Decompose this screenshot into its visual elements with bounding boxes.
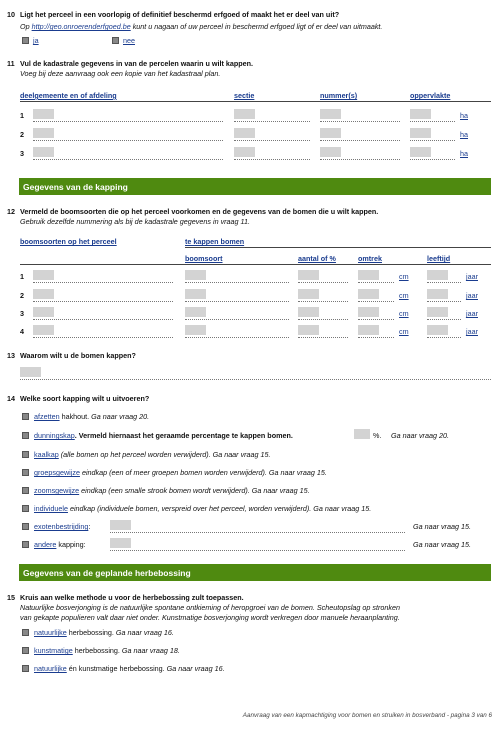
q12-row1-boomsoorten-field[interactable] <box>33 270 54 280</box>
q12-row1-boomsoort-field[interactable] <box>185 270 206 280</box>
q15-option-checkbox[interactable] <box>22 665 29 672</box>
q12-row3-line <box>358 319 394 320</box>
q12-header-rule <box>20 264 491 265</box>
q12-row1-cm: cm <box>399 272 409 281</box>
q14-exoten-field[interactable] <box>110 520 131 530</box>
q12-row4-line <box>185 337 289 338</box>
q11-row3-deelgemeente-field[interactable] <box>33 147 54 157</box>
q12-row4-line <box>427 337 461 338</box>
q11-row1-nummer-field[interactable] <box>320 109 341 119</box>
q14-option-checkbox[interactable] <box>22 505 29 512</box>
section-header-kapping: Gegevens van de kapping <box>19 178 491 195</box>
q14-option-kaalkap: kaalkap (alle bomen op het perceel worden verwijderd). Ga naar vraag 15. <box>34 450 271 459</box>
q12-row1-line <box>33 282 173 283</box>
q12-row1-aantal-field[interactable] <box>298 270 319 280</box>
q12-row1-line <box>298 282 348 283</box>
q12-row4-line <box>358 337 394 338</box>
q11-header-oppervlakte: oppervlakte <box>410 91 451 100</box>
q11-row3-unit: ha <box>460 149 468 158</box>
q12-row1-jaar: jaar <box>466 272 478 281</box>
q10-nee-checkbox[interactable] <box>112 37 119 44</box>
q14-percentage-field[interactable] <box>354 429 370 439</box>
q15-option-kunstmatige: kunstmatige herbebossing. Ga naar vraag 18. <box>34 646 180 655</box>
q11-title: Vul de kadastrale gegevens in van de percelen waarin u wilt kappen. <box>20 59 254 68</box>
q11-row2-unit: ha <box>460 130 468 139</box>
q15-title: Kruis aan welke methode u voor de herbebossing zult toepassen. <box>20 593 244 602</box>
q15-note-line1: Natuurlijke bosverjonging is de natuurlijke spontane ontkieming of heropgroei van de bomen. Scheutopslag op stronken <box>20 603 400 612</box>
q12-row3-line <box>427 319 461 320</box>
q11-row1-oppervlakte-field[interactable] <box>410 109 431 119</box>
q13-reason-field[interactable] <box>20 367 41 377</box>
q15-option-beide: natuurlijke én kunstmatige herbebossing. Ga naar vraag 16. <box>34 664 225 673</box>
page-footer: Aanvraag van een kapmachtiging voor bomen en struiken in bosverband - pagina 3 van 6 <box>242 712 492 719</box>
q12-row2-boomsoorten-field[interactable] <box>33 289 54 299</box>
q11-row2-sectie-field[interactable] <box>234 128 255 138</box>
q10-number: 10 <box>7 10 15 19</box>
q11-row1-sectie-field[interactable] <box>234 109 255 119</box>
q12-row4-boomsoort-field[interactable] <box>185 325 206 335</box>
q11-row2-deelgemeente-field[interactable] <box>33 128 54 138</box>
q10-nee-label: nee <box>123 36 135 45</box>
q11-row3-sectie-field[interactable] <box>234 147 255 157</box>
q11-row1-unit: ha <box>460 111 468 120</box>
q12-row4-aantal-field[interactable] <box>298 325 319 335</box>
q12-row2-leeftijd-field[interactable] <box>427 289 448 299</box>
q11-row2-oppervlakte-field[interactable] <box>410 128 431 138</box>
q12-row1-leeftijd-field[interactable] <box>427 270 448 280</box>
q14-percent-sign: %. <box>373 431 382 440</box>
q14-option-checkbox[interactable] <box>22 451 29 458</box>
q10-link[interactable]: http://geo.onroerenderfgoed.be <box>31 22 131 31</box>
q12-row3-omtrek-field[interactable] <box>358 307 379 317</box>
q14-option-exotenbestrijding: exotenbestrijding: <box>34 522 91 531</box>
q12-row2-line <box>358 301 394 302</box>
q11-row1-deelgemeente-field[interactable] <box>33 109 54 119</box>
q14-title: Welke soort kapping wilt u uitvoeren? <box>20 394 150 403</box>
q14-option-checkbox[interactable] <box>22 469 29 476</box>
q12-header-leeftijd: leeftijd <box>427 254 451 263</box>
q13-reason-line <box>20 379 491 380</box>
q14-option-checkbox[interactable] <box>22 523 29 530</box>
q12-row2-line <box>33 301 173 302</box>
q11-row2-nummer-field[interactable] <box>320 128 341 138</box>
q12-row3-line <box>298 319 348 320</box>
q12-row1-line <box>427 282 461 283</box>
q15-number: 15 <box>7 593 15 602</box>
q12-header-aantal: aantal of % <box>298 254 336 263</box>
q10-title: Ligt het perceel in een voorlopig of definitief beschermd erfgoed of maakt het er deel van uit? <box>20 10 340 19</box>
q11-row3-sectie-line <box>234 159 310 160</box>
q14-option-groepsgewijze: groepsgewijze eindkap (een of meer groepen bomen worden verwijderd). Ga naar vraag 15. <box>34 468 327 477</box>
q11-row3-oppervlakte-line <box>410 159 455 160</box>
q10-note <box>20 22 382 31</box>
q14-option-checkbox[interactable] <box>22 432 29 439</box>
q11-row-number: 1 <box>20 111 24 120</box>
q14-option-checkbox[interactable] <box>22 413 29 420</box>
q11-row1-deelgemeente-line <box>33 121 223 122</box>
q14-exoten-line <box>110 532 405 533</box>
q12-row-number: 2 <box>20 291 24 300</box>
q12-row-number: 1 <box>20 272 24 281</box>
q12-row-number: 3 <box>20 309 24 318</box>
q14-option-afzetten: afzetten hakhout. Ga naar vraag 20. <box>34 412 150 421</box>
q11-row2-nummer-line <box>320 140 400 141</box>
q12-note: Gebruik dezelfde nummering als bij de kadastrale gegevens in vraag 11. <box>20 217 250 226</box>
q12-header-omtrek: omtrek <box>358 254 382 263</box>
q12-row4-cm: cm <box>399 327 409 336</box>
q15-note-line2: van gekapte populieren valt daar niet onder. Kunstmatige bosverjonging wordt verkregen door manuele heraanplanting. <box>20 613 400 622</box>
q14-option-checkbox[interactable] <box>22 541 29 548</box>
q15-option-natuurlijke: natuurlijke herbebossing. Ga naar vraag 16. <box>34 628 174 637</box>
q13-title: Waarom wilt u de bomen kappen? <box>20 351 136 360</box>
section-header-herbebossing: Gegevens van de geplande herbebossing <box>19 564 491 581</box>
q12-row4-line <box>33 337 173 338</box>
q12-row2-line <box>427 301 461 302</box>
q12-row3-line <box>185 319 289 320</box>
q11-header-rule <box>20 101 491 102</box>
q11-row3-deelgemeente-line <box>33 159 223 160</box>
q12-row3-jaar: jaar <box>466 309 478 318</box>
q11-note: Voeg bij deze aanvraag ook een kopie van het kadastraal plan. <box>20 69 221 78</box>
q12-row4-leeftijd-field[interactable] <box>427 325 448 335</box>
q12-row2-aantal-field[interactable] <box>298 289 319 299</box>
q12-row2-jaar: jaar <box>466 291 478 300</box>
q12-row2-line <box>298 301 348 302</box>
q11-row1-sectie-line <box>234 121 310 122</box>
q10-note-suffix: kunt u nagaan of uw perceel in beschermd erfgoed ligt of er deel van uitmaakt. <box>130 22 383 31</box>
q12-header-boomsoort: boomsoort <box>185 254 223 263</box>
q12-row2-cm: cm <box>399 291 409 300</box>
q11-number: 11 <box>7 59 15 68</box>
q11-row2-deelgemeente-line <box>33 140 223 141</box>
q12-row3-leeftijd-field[interactable] <box>427 307 448 317</box>
q15-option-checkbox[interactable] <box>22 629 29 636</box>
q12-group-rule <box>185 247 491 248</box>
q15-option-checkbox[interactable] <box>22 647 29 654</box>
q14-option-zoomsgewijze: zoomsgewijze eindkap (een smalle strook bomen wordt verwijderd). Ga naar vraag 15. <box>34 486 310 495</box>
q12-row4-omtrek-field[interactable] <box>358 325 379 335</box>
q12-row3-line <box>33 319 173 320</box>
q12-header-boomsoorten: boomsoorten op het perceel <box>20 237 117 246</box>
q12-row2-boomsoort-field[interactable] <box>185 289 206 299</box>
q12-number: 12 <box>7 207 15 216</box>
q14-option-checkbox[interactable] <box>22 487 29 494</box>
q11-row-number: 2 <box>20 130 24 139</box>
q14-option-dunningskap: dunningskap. Vermeld hiernaast het geraamde percentage te kappen bomen. <box>34 431 293 440</box>
q11-header-nummers: nummer(s) <box>320 91 358 100</box>
q14-option-andere: andere kapping: <box>34 540 86 549</box>
q10-ja-checkbox[interactable] <box>22 37 29 44</box>
q12-row3-cm: cm <box>399 309 409 318</box>
q11-row3-oppervlakte-field[interactable] <box>410 147 431 157</box>
q14-number: 14 <box>7 394 15 403</box>
q14-exoten-goto: Ga naar vraag 15. <box>413 522 471 531</box>
q10-note-prefix: Op <box>20 22 32 31</box>
q12-row4-jaar: jaar <box>466 327 478 336</box>
q12-row2-line <box>185 301 289 302</box>
q14-andere-field[interactable] <box>110 538 131 548</box>
q11-row1-nummer-line <box>320 121 400 122</box>
q11-row3-nummer-line <box>320 159 400 160</box>
q11-row2-oppervlakte-line <box>410 140 455 141</box>
q12-title: Vermeld de boomsoorten die op het perceel voorkomen en de gegevens van de bomen die u wilt kappen. <box>20 207 379 216</box>
q12-row3-boomsoorten-field[interactable] <box>33 307 54 317</box>
q13-number: 13 <box>7 351 15 360</box>
q11-header-deelgemeente: deelgemeente en of afdeling <box>20 91 117 100</box>
q10-ja-label: ja <box>33 36 39 45</box>
q11-row1-oppervlakte-line <box>410 121 455 122</box>
q12-row-number: 4 <box>20 327 24 336</box>
q12-row3-boomsoort-field[interactable] <box>185 307 206 317</box>
q14-dunningskap-goto: Ga naar vraag 20. <box>391 431 449 440</box>
q14-andere-line <box>110 550 405 551</box>
q12-row1-line <box>358 282 394 283</box>
q12-row4-boomsoorten-field[interactable] <box>33 325 54 335</box>
q12-row1-line <box>185 282 289 283</box>
q12-row1-omtrek-field[interactable] <box>358 270 379 280</box>
q12-row3-aantal-field[interactable] <box>298 307 319 317</box>
q14-option-individuele: individuele eindkap (individuele bomen, verspreid over het perceel, worden verwijderd). Ga naar vraag 15. <box>34 504 372 513</box>
q14-andere-goto: Ga naar vraag 15. <box>413 540 471 549</box>
q12-row2-omtrek-field[interactable] <box>358 289 379 299</box>
q12-header-te-kappen: te kappen bomen <box>185 237 245 246</box>
q12-row4-line <box>298 337 348 338</box>
q11-header-sectie: sectie <box>234 91 255 100</box>
q11-row3-nummer-field[interactable] <box>320 147 341 157</box>
q11-row2-sectie-line <box>234 140 310 141</box>
q11-row-number: 3 <box>20 149 24 158</box>
